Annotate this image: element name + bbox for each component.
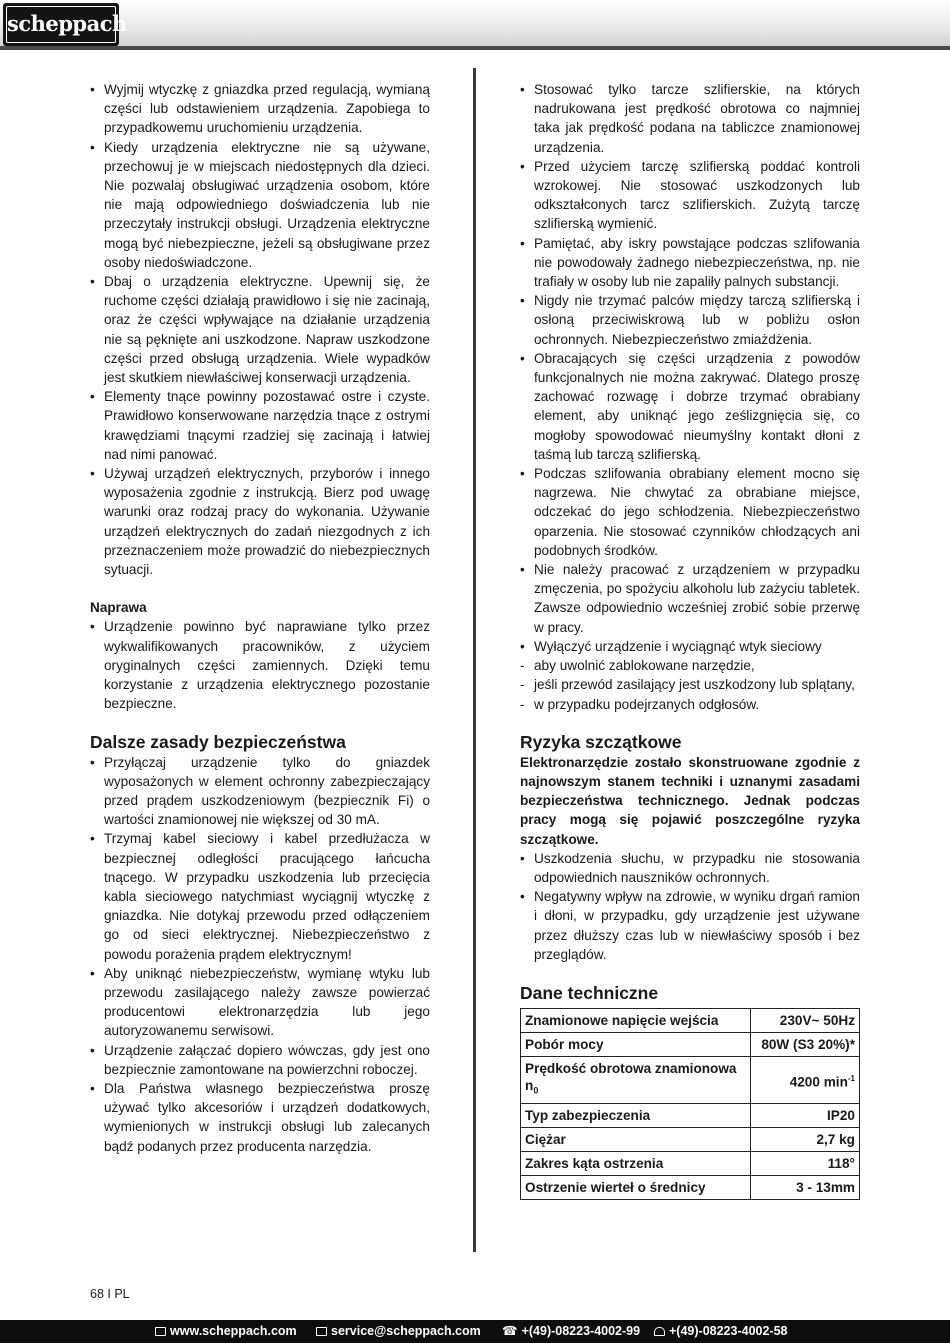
label-subscript: 0 — [533, 1085, 539, 1096]
table-row — [521, 1032, 860, 1056]
table-row — [521, 1151, 860, 1175]
list-item: • Trzymaj kabel sieciowy i kabel przedłużacza w bezpiecznej odległości pracującego łańcucha tnącego. W przypadku uszkodzenia lub przecięcia kabla sieciowego natychmiast wyciągnij wtyczkę z gniazdka. Nie dotykaj przewodu przed odłączeniem go od sieci elektrycznej. Niebezpieczeństwo z powodu porażenia prądem elektrycznym! — [90, 829, 430, 963]
list-item: • Przed użyciem tarczę szlifierską poddać kontroli wzrokowej. Nie stosować uszkodzonych lub odkształconych tarcz szlifierskich. Zużytą tarczę szlifierską wymienić. — [520, 157, 860, 234]
list-item: • Nie należy pracować z urządzeniem w przypadku zmęczenia, po spożyciu alkoholu lub zażyciu tabletek. Zawsze odpowiednio wcześniej zrobić sobie przerwę w pracy. — [520, 560, 860, 637]
list-item: • Obracających się części urządzenia z powodów funkcjonalnych nie można zakrywać. Dlatego proszę zachować rozwagę i dobrze trzymać obrabiany element, aby uniknąć jego ześlizgnięcia się, co mogłoby spowodować nieumyślny kontakt dłoni z taśmą lub tarczą szlifierską. — [520, 349, 860, 464]
table-cell-value: 118° — [751, 1151, 860, 1175]
list-item: • Wyjmij wtyczkę z gniazdka przed regulacją, wymianą części lub odstawieniem urządzenia. Zapobiega to przypadkowemu uruchomieniu urządzenia. — [90, 80, 430, 138]
footer-website[interactable] — [155, 1320, 297, 1343]
footer-phone — [502, 1320, 640, 1343]
value-text: 4200 min — [789, 1074, 848, 1090]
residual-risks-title: Ryzyka szczątkowe — [520, 731, 682, 752]
further-safety-list — [90, 753, 430, 1156]
repair-list — [90, 617, 430, 713]
table-cell-value: 80W (S3 20%)* — [751, 1032, 860, 1056]
table-cell-label: Ciężar — [521, 1127, 751, 1151]
right-column — [520, 80, 860, 1200]
grinding-safety-list — [520, 80, 860, 714]
table-cell-label: Znamionowe napięcie wejścia — [521, 1008, 751, 1032]
list-item: • Negatywny wpływ na zdrowie, w wyniku drgań ramion i dłoni, w przypadku, gdy urządzenie jest używane przez dłuższy czas lub w niewłaściwy sposób i bez przeglądów. — [520, 887, 860, 964]
list-item: • Urządzenie załączać dopiero wówczas, gdy jest ono bezpiecznie zamontowane na powierzchni roboczej. — [90, 1041, 430, 1079]
page-footer — [0, 1320, 950, 1343]
list-item: • Przyłączaj urządzenie tylko do gniazdek wyposażonych w element ochronny zabezpieczający przed prądem uszkodzeniowym (bezpiecznik Fi) o wartości znamionowej nie większej od 30 mA. — [90, 753, 430, 830]
list-item: • Dla Państwa własnego bezpieczeństwa proszę używać tylko akcesoriów i urządzeń dodatkowych, wymienionych w instrukcji obsługi lub zalecanych bądź podanych przez producenta narzędzia. — [90, 1079, 430, 1156]
fax-icon — [654, 1327, 665, 1336]
table-cell-label: Pobór mocy — [521, 1032, 751, 1056]
computer-icon — [155, 1327, 166, 1336]
list-item: • Elementy tnące powinny pozostawać ostre i czyste. Prawidłowo konserwowane narzędzia tnące z ostrymi krawędziami tnącymi rzadziej się zacinają i łatwiej nad nimi panować. — [90, 387, 430, 464]
page-header — [0, 0, 950, 50]
mail-icon — [316, 1327, 327, 1336]
page-number: 68 I PL — [90, 1287, 130, 1301]
footer-email[interactable] — [316, 1320, 481, 1343]
technical-data-table — [520, 1008, 860, 1200]
left-column — [90, 80, 430, 1156]
logo-text: scheppach — [6, 6, 116, 43]
email-text: service@scheppach.com — [331, 1324, 481, 1338]
value-superscript: -1 — [847, 1073, 855, 1083]
dash-item: - aby uwolnić zablokowane narzędzie, — [520, 656, 860, 675]
table-cell-value: 3 - 13mm — [751, 1175, 860, 1199]
table-cell-value — [751, 1056, 860, 1103]
repair-heading: Naprawa — [90, 600, 147, 616]
table-cell-value: 2,7 kg — [751, 1127, 860, 1151]
residual-risks-list — [520, 849, 860, 964]
list-item: • Urządzenie powinno być naprawiane tylko przez wykwalifikowanych pracowników, z użyciem oryginalnych części zamiennych. Dzięki temu korzystanie z urządzenia elektrycznego pozostanie bezpieczne. — [90, 617, 430, 713]
website-text: www.scheppach.com — [170, 1324, 297, 1338]
table-row — [521, 1175, 860, 1199]
label-text: Prędkość obrotowa znamionowa n — [525, 1060, 737, 1093]
table-row — [521, 1127, 860, 1151]
table-cell-label: Typ zabezpieczenia — [521, 1103, 751, 1127]
list-item: • Kiedy urządzenia elektryczne nie są używane, przechowuj je w miejscach niedostępnych dla dzieci. Nie pozwalaj obsługiwać urządzenia osobom, które nie mają odpowiedniego doświadczenia lub nie przeczytały instrukcji obsługi. Urządzenia elektryczne mogą być niebezpieczne, jeżeli są obsługiwane przez osoby niedoświadczone. — [90, 138, 430, 272]
residual-risks-intro: Elektronarzędzie zostało skonstruowane zgodnie z najnowszym stanem techniki i uznanymi zasadami bezpieczeństwa technicznego. Jednak podczas pracy mogą się pojawić poszczególne ryzyka szczątkowe. — [520, 754, 860, 847]
further-safety-title: Dalsze zasady bezpieczeństwa — [90, 731, 346, 752]
list-item: • Aby uniknąć niebezpieczeństw, wymianę wtyku lub przewodu zasilającego należy zawsze powierzać producentowi elektronarzędzia lub jego autoryzowanemu serwisowi. — [90, 964, 430, 1041]
phone-text: +(49)-08223-4002-99 — [521, 1324, 641, 1338]
list-item: • Pamiętać, aby iskry powstające podczas szlifowania nie powodowały żadnego niebezpieczeństwa, np. nie trafiały w osoby lub nie zapaliły palnych substancji. — [520, 234, 860, 292]
footer-fax — [654, 1320, 788, 1343]
table-row — [521, 1103, 860, 1127]
list-item: • Podczas szlifowania obrabiany element mocno się nagrzewa. Nie chwytać za obrabiane miejsce, odczekać do jego schłodzenia. Niebezpieczeństwo oparzenia. Nie stosować czynników chłodzących ani podobnych środków. — [520, 464, 860, 560]
phone-icon: ☎ — [502, 1324, 518, 1338]
dash-item: - jeśli przewód zasilający jest uszkodzony lub splątany, — [520, 675, 860, 694]
safety-list — [90, 80, 430, 579]
scheppach-logo — [3, 3, 127, 46]
list-item: • Dbaj o urządzenia elektryczne. Upewnij się, że ruchome części działają prawidłowo i się nie zacinają, oraz że części wpływające na działanie urządzenia nie są pęknięte ani uszkodzone. Napraw uszkodzone części przed obsługą urządzenia. Wiele wypadków jest skutkiem niewłaściwej konserwacji urządzenia. — [90, 272, 430, 387]
table-cell-label — [521, 1056, 751, 1103]
list-item: • Wyłączyć urządzenie i wyciągnąć wtyk sieciowy — [520, 637, 860, 656]
table-row — [521, 1008, 860, 1032]
technical-data-title: Dane techniczne — [520, 982, 659, 1003]
table-row — [521, 1056, 860, 1103]
list-item: • Stosować tylko tarcze szlifierskie, na których nadrukowana jest prędkość obrotowa co najmniej taka jak prędkość podana na tabliczce znamionowej urządzenia. — [520, 80, 860, 157]
fax-text: +(49)-08223-4002-58 — [669, 1324, 788, 1338]
column-divider — [473, 68, 476, 1252]
list-item: • Używaj urządzeń elektrycznych, przyborów i innego wyposażenia zgodnie z instrukcją. Bierz pod uwagę warunki oraz rodzaj pracy do wykonania. Używanie urządzeń elektrycznych do zadań niezgodnych z ich przeznaczeniem może prowadzić do niebezpiecznych sytuacji. — [90, 464, 430, 579]
table-cell-value: IP20 — [751, 1103, 860, 1127]
table-cell-label: Ostrzenie wierteł o średnicy — [521, 1175, 751, 1199]
list-item: • Nigdy nie trzymać palców między tarczą szlifierską i osłoną przeciwiskrową lub w pobliżu osłon ochronnych. Niebezpieczeństwo zmiażdżenia. — [520, 291, 860, 349]
list-item: • Uszkodzenia słuchu, w przypadku nie stosowania odpowiednich nauszników ochronnych. — [520, 849, 860, 887]
table-cell-value: 230V~ 50Hz — [751, 1008, 860, 1032]
dash-item: - w przypadku podejrzanych odgłosów. — [520, 695, 860, 714]
table-cell-label: Zakres kąta ostrzenia — [521, 1151, 751, 1175]
